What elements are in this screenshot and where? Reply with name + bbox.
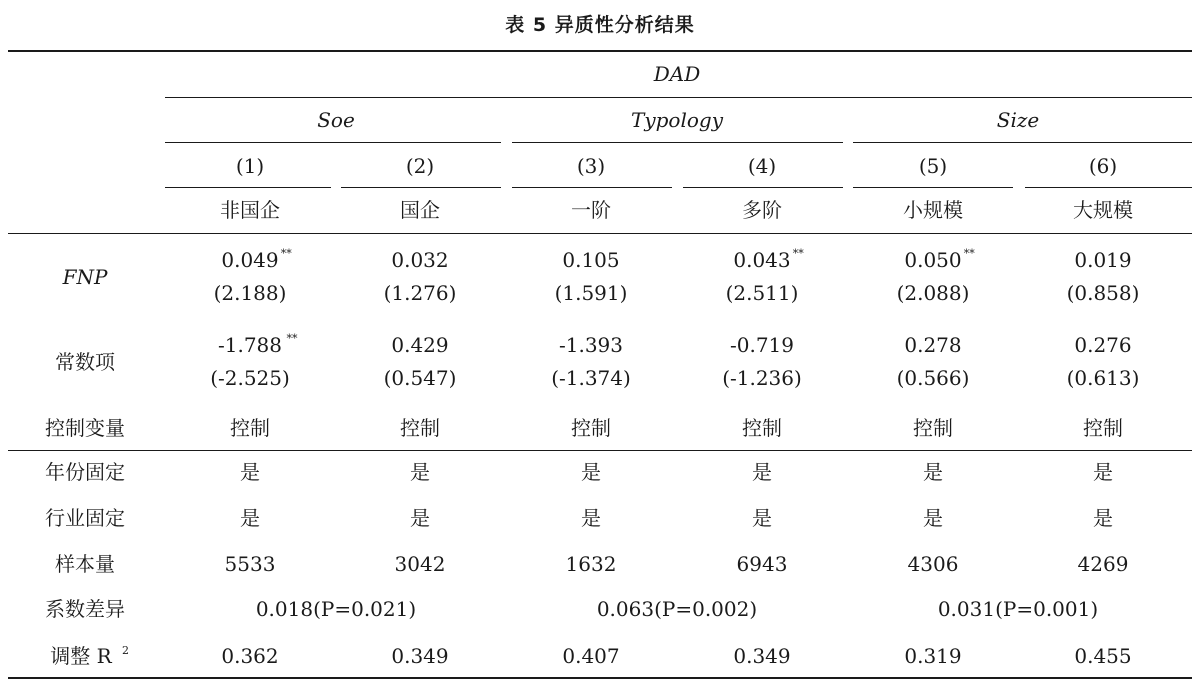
year_fe-value-6: 是 bbox=[1093, 460, 1113, 484]
const-tstat-4: (-1.236) bbox=[722, 366, 802, 390]
coef-diff-3: 0.031(P=0.001) bbox=[937, 597, 1099, 621]
fnp-tstat-5: (2.088) bbox=[896, 281, 970, 305]
rule-under-dad bbox=[165, 97, 1192, 98]
rule-under-col-4 bbox=[683, 187, 843, 188]
col-number-2: (2) bbox=[405, 154, 435, 178]
n-value-2: 3042 bbox=[394, 552, 446, 576]
adj-r2-superscript: 2 bbox=[122, 644, 129, 657]
fnp-tstat-6: (0.858) bbox=[1066, 281, 1140, 305]
const-coef-3: -1.393 bbox=[558, 333, 623, 357]
row-label-fnp: FNP bbox=[62, 264, 108, 289]
fnp-tstat-3: (1.591) bbox=[554, 281, 628, 305]
fnp-coef-5: 0.050 bbox=[904, 248, 962, 272]
const-stars-1: ** bbox=[286, 332, 298, 345]
industry_fe-value-6: 是 bbox=[1093, 506, 1113, 530]
controls-value-2: 控制 bbox=[400, 416, 440, 440]
row-label-coef_diff: 系数差异 bbox=[45, 597, 125, 621]
const-coef-4: -0.719 bbox=[729, 333, 794, 357]
row-label-const: 常数项 bbox=[55, 349, 115, 374]
coef-diff-1: 0.018(P=0.021) bbox=[255, 597, 417, 621]
rule-under-col-3 bbox=[512, 187, 672, 188]
const-coef-1: -1.788 bbox=[217, 333, 282, 357]
industry_fe-value-3: 是 bbox=[581, 506, 601, 530]
fnp-coef-4: 0.043 bbox=[733, 248, 791, 272]
fnp-stars-1: ** bbox=[280, 247, 292, 260]
industry_fe-value-1: 是 bbox=[240, 506, 260, 530]
adj_r2-value-5: 0.319 bbox=[904, 644, 962, 668]
header-bottom-rule bbox=[8, 233, 1192, 234]
controls-value-6: 控制 bbox=[1083, 416, 1123, 440]
group-label-2: Typology bbox=[630, 108, 724, 132]
row-label-year_fe: 年份固定 bbox=[45, 460, 125, 484]
const-coef-2: 0.429 bbox=[391, 333, 449, 357]
rule-under-col-1 bbox=[165, 187, 331, 188]
year_fe-value-2: 是 bbox=[410, 460, 430, 484]
coef-diff-2: 0.063(P=0.002) bbox=[596, 597, 758, 621]
controls-value-4: 控制 bbox=[742, 416, 782, 440]
col-number-1: (1) bbox=[235, 154, 265, 178]
n-value-6: 4269 bbox=[1077, 552, 1129, 576]
col-name-2: 国企 bbox=[400, 198, 440, 222]
adj_r2-value-2: 0.349 bbox=[391, 644, 449, 668]
group-label-3: Size bbox=[996, 108, 1040, 132]
bottom-rule bbox=[8, 677, 1192, 679]
year_fe-value-3: 是 bbox=[581, 460, 601, 484]
row-label-n: 样本量 bbox=[55, 552, 115, 576]
fnp-coef-1: 0.049 bbox=[221, 248, 279, 272]
rule-under-typology bbox=[512, 142, 843, 143]
adj_r2-value-1: 0.362 bbox=[221, 644, 279, 668]
col-number-6: (6) bbox=[1088, 154, 1118, 178]
top-rule bbox=[8, 50, 1192, 52]
n-value-4: 6943 bbox=[736, 552, 788, 576]
const-tstat-2: (0.547) bbox=[383, 366, 457, 390]
industry_fe-value-4: 是 bbox=[752, 506, 772, 530]
col-name-3: 一阶 bbox=[571, 198, 611, 222]
controls-value-3: 控制 bbox=[571, 416, 611, 440]
n-value-3: 1632 bbox=[565, 552, 617, 576]
industry_fe-value-2: 是 bbox=[410, 506, 430, 530]
fnp-coef-6: 0.019 bbox=[1074, 248, 1132, 272]
const-coef-6: 0.276 bbox=[1074, 333, 1132, 357]
industry_fe-value-5: 是 bbox=[923, 506, 943, 530]
rule-under-soe bbox=[165, 142, 501, 143]
fnp-stars-5: ** bbox=[963, 247, 975, 260]
fnp-tstat-2: (1.276) bbox=[383, 281, 457, 305]
col-name-4: 多阶 bbox=[742, 198, 782, 222]
year_fe-value-5: 是 bbox=[923, 460, 943, 484]
fnp-tstat-1: (2.188) bbox=[213, 281, 287, 305]
adj_r2-value-6: 0.455 bbox=[1074, 644, 1132, 668]
const-coef-5: 0.278 bbox=[904, 333, 962, 357]
adj_r2-value-3: 0.407 bbox=[562, 644, 620, 668]
year_fe-value-4: 是 bbox=[752, 460, 772, 484]
row-label-industry_fe: 行业固定 bbox=[45, 506, 125, 530]
year_fe-value-1: 是 bbox=[240, 460, 260, 484]
row-label-controls: 控制变量 bbox=[45, 416, 125, 440]
col-name-5: 小规模 bbox=[903, 198, 963, 222]
col-name-1: 非国企 bbox=[220, 198, 280, 222]
rule-under-col-2 bbox=[341, 187, 501, 188]
const-tstat-3: (-1.374) bbox=[551, 366, 631, 390]
n-value-5: 4306 bbox=[907, 552, 959, 576]
rule-under-col-6 bbox=[1025, 187, 1192, 188]
controls-value-1: 控制 bbox=[230, 416, 270, 440]
row-label-adj_r2: 调整 R bbox=[50, 644, 112, 668]
n-value-1: 5533 bbox=[224, 552, 276, 576]
group-label-1: Soe bbox=[317, 108, 355, 132]
col-number-5: (5) bbox=[918, 154, 948, 178]
col-number-3: (3) bbox=[576, 154, 606, 178]
fnp-tstat-4: (2.511) bbox=[725, 281, 799, 305]
rule-under-size bbox=[853, 142, 1192, 143]
fnp-coef-2: 0.032 bbox=[391, 248, 449, 272]
fnp-stars-4: ** bbox=[792, 247, 804, 260]
controls-value-5: 控制 bbox=[913, 416, 953, 440]
dependent-var-label: DAD bbox=[653, 62, 701, 86]
col-number-4: (4) bbox=[747, 154, 777, 178]
const-tstat-5: (0.566) bbox=[896, 366, 970, 390]
fnp-coef-3: 0.105 bbox=[562, 248, 620, 272]
col-name-6: 大规模 bbox=[1073, 198, 1133, 222]
rule-under-col-5 bbox=[853, 187, 1013, 188]
table-title: 表 5 异质性分析结果 bbox=[505, 14, 695, 36]
const-tstat-1: (-2.525) bbox=[210, 366, 290, 390]
controls-bottom-rule bbox=[8, 450, 1192, 451]
const-tstat-6: (0.613) bbox=[1066, 366, 1140, 390]
adj_r2-value-4: 0.349 bbox=[733, 644, 791, 668]
